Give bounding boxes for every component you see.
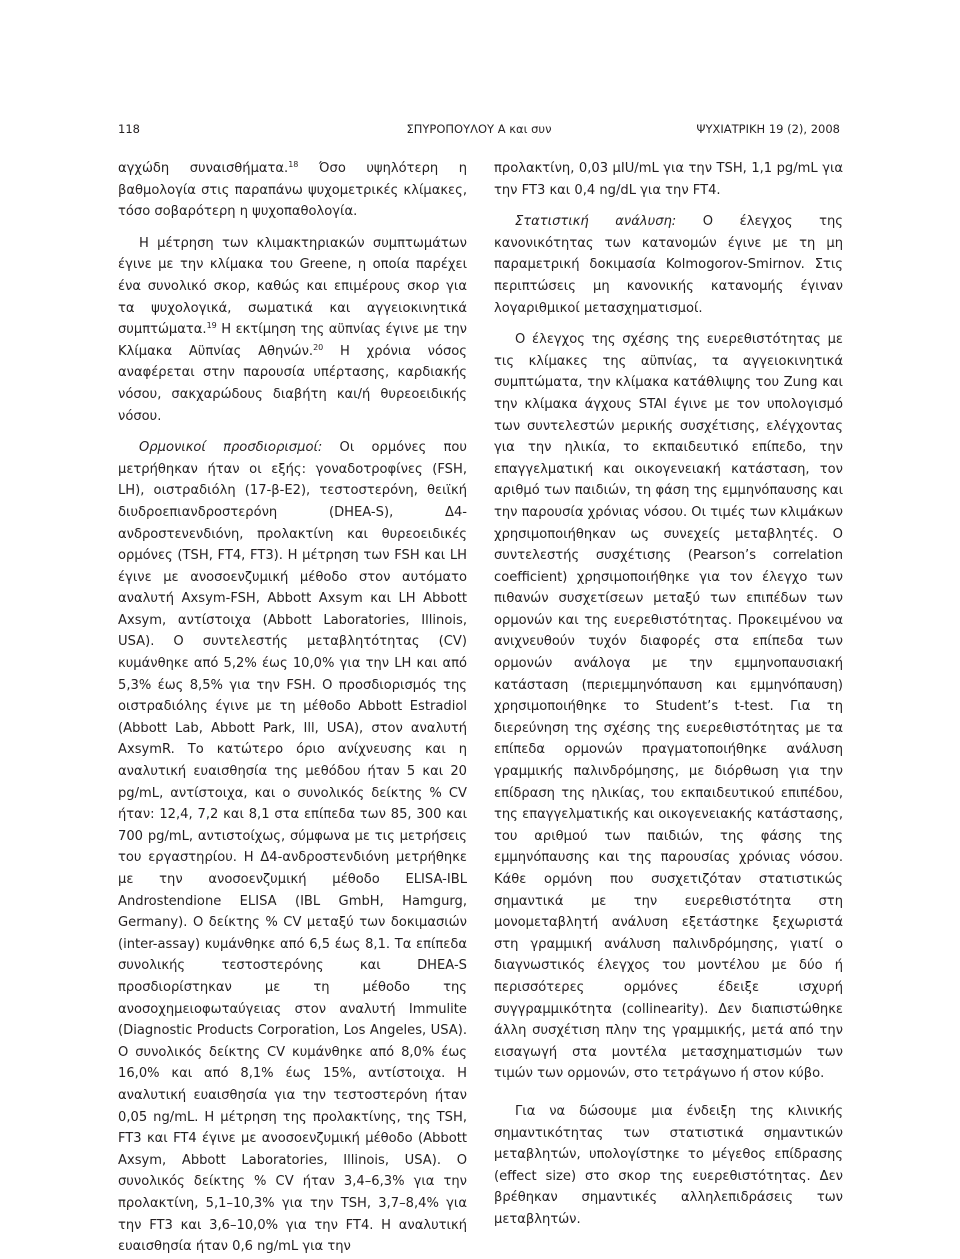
text-run: Η χρόνια νόσος αναφέρεται στην παρουσία υπέρτασης, καρδιακής νόσου, σακχαρώδους διαβήτη και/ή θυρεοειδικής νόσου. [118,343,467,424]
citation-ref: 18 [288,160,299,169]
paragraph: προλακτίνη, 0,03 μIU/mL για την TSH, 1,1 pg/mL για την FT3 και 0,4 ng/dL για την FT4. [494,161,843,198]
text-run: Ο έλεγχος της κανονικότητας των κατανομών έγινε με τη μη παραμετρική δοκιμασία Kolmogorov-Smirnov. Στις περιπτώσεις μη κανονικής κατανομής έγιναν λογαριθμικοί μετασχηματισμοί. [494,214,843,316]
paragraph [118,233,467,427]
left-column [118,158,467,1258]
paragraph [118,158,467,223]
text-run: Η εκτίμηση της αϋπνίας έγινε με την Κλίμακα Αϋπνίας Αθηνών. [118,322,467,359]
text-run: Όσο υψηλότερη η βαθμολογία στις παραπάνω ψυχομετρικές κλίμακες, τόσο σοβαρότερη η ψυχοπαθολογία. [118,161,467,220]
right-column [494,158,843,1231]
section-title: Στατιστική ανάλυση: [515,214,677,230]
paragraph [118,437,467,1258]
running-authors: ΣΠΥΡΟΠΟΥΛΟΥ Α και συν [406,122,552,136]
page-number: 118 [118,122,140,136]
citation-ref: 19 [206,321,217,331]
journal-citation: ΨΥΧΙΑΤΡΙΚΗ 19 (2), 2008 [696,122,840,136]
running-header [118,122,840,140]
paragraph: Για να δώσουμε μια ένδειξη της κλινικής σημαντικότητας των στατιστικά σημαντικών μεταβλητών, υπολογίστηκε το μέγεθος επίδρασης (effect size) στο σκορ της ευερεθιστότητας. Δεν βρέθηκαν σημαντικές αλληλεπιδράσεις των μεταβλητών. [494,1103,843,1227]
citation-ref: 20 [313,342,324,352]
paragraph: Ο έλεγχος της σχέσης της ευερεθιστότητας με τις κλίμακες της αϋπνίας, τα αγγειοκινητικά συμπτώματα, την κλίμακα κατάθλιψης του Zung και την κλίμακα άγχους STAI έγινε με τον υπολογισμό των συντελεστών μερικής συσχέτισης, ελέγχοντας για την ηλικία, το εκπαιδευτικό επίπεδο, την επαγγελματική και οικογενειακή κατάσταση, τον αριθμό των παιδιών, τη φάση της εμμηνόπαυσης και την παρουσία χρόνιας νόσου. Οι τιμές των κλιμάκων χρησιμοποιήθηκαν ως συνεχείς μεταβλητές. Ο συντελεστής συσχέτισης (Pearson’s correlation coefficient) χρησιμοποιήθηκε για τον έλεγχο των πιθανών συσχετίσεων μεταξύ των επιπέδων των ορμονών και της ευερεθιστότητας. Προκειμένου να ανιχνευθούν τυχόν διαφορές στα επίπεδα των ορμονών ανάλογα με την εμμηνοπαυσιακή κατάσταση (περιεμμηνόπαυση και εμμηνόπαυση) χρησιμοποιήθηκε το Student’s t-test. Για τη διερεύνηση της σχέσης της ευερεθιστότητας με τα επίπεδα ορμονών πραγματοποιήθηκε ανάλυση γραμμικής παλινδρόμησης, με διόρθωση για την επίδραση της ηλικίας, του εκπαιδευτικού επιπέδου, της επαγγελματικής και οικογενειακής κατάστασης, του αριθμού των παιδιών, της φάσης της εμμηνόπαυσης και της παρουσίας χρόνιας νόσου. Κάθε ορμόνη που συσχετιζόταν στατιστικώς σημαντικά με την ευερεθιστότητα στη μονομεταβλητή ανάλυση εξετάστηκε ξεχωριστά στη γραμμική ανάλυση παλινδρόμησης, γιατί ο διαγνωστικός έλεγχος του μοντέλου με δύο ή περισσότερες ορμόνες έδειξε ισχυρή συγγραμμικότητα (collinearity). Δεν διαπιστώθηκε άλλη συσχέτιση πλην της γραμμικής, μετά από την εισαγωγή στα μοντέλα μετασχηματισμών των τιμών των ορμονών, στο τετράγωνο ή στον κύβο. [494,332,843,1082]
text-run: Η μέτρηση των κλιμακτηριακών συμπτωμάτων έγινε με την κλίμακα του Greene, η οποία παρέχει ένα συνολικό σκορ, καθώς και επιμέρους σκορ για τα ψυχολογικά, σωματικά και αγγειοκινητικά συμπτώματα. [118,235,467,338]
paragraph [494,211,843,319]
text-run: αγχώδη συναισθήματα. [118,161,289,176]
section-title: Ορμονικοί προσδιορισμοί: [139,440,323,456]
text-run: Οι ορμόνες που μετρήθηκαν ήταν οι εξής: γοναδοτροφίνες (FSH, LH), οιστραδιόλη (17-β-Ε2), τεστοστερόνη, θειϊκή διυδροεπιανδροστερόνη (DHEA-S), Δ4-ανδροστενενδιόνη, προλακτίνη και θυρεοειδικές ορμόνες (TSH, FT4, FT3). Η μέτρηση των FSH και LH έγινε με ανοσοενζυμική μέθοδο στον αυτόματο αναλυτή Axsym-FSH, Abbott Axsym και LH Abbott Axsym, αντίστοιχα (Abbott Laboratories, Illinois, USA). Ο συντελεστής μεταβλητότητας (CV) κυμάνθηκε από 5,2% έως 10,0% για την LH και από 5,3% έως 8,5% για την FSH. Ο προσδιορισμός της οιστραδιόλης έγινε με τη μέθοδο Abbott Estradiol (Abbott Lab, Abbott Park, Ill, USA), στον αναλυτή AxsymR. Το κατώτερο όριο ανίχνευσης και η αναλυτική ευαισθησία της μεθόδου ήταν 5 και 20 pg/mL, αντίστοιχα, και ο συνολικός δείκτης % CV ήταν: 12,4, 7,2 και 8,1 στα επίπεδα των 85, 300 και 700 pg/mL, αντιστοίχως, σύμφωνα με τις μετρήσεις του εργαστηρίου. Η Δ4-ανδροστενδιόνη μετρήθηκε με την ανοσοενζυμική μέθοδο ELISA-IBL Androstendione ELISA (IBL GmbH, Hamgurg, Germany). Ο δείκτης % CV μεταξύ των δοκιμασιών (inter-assay) κυμάνθηκε από 6,5 έως 8,1. Τα επίπεδα συνολικής τεστοστερόνης και DHEA-S προσδιορίστηκαν με τη μέθοδο της ανοσοχημειοφωταύγειας στον αναλυτή Immulite (Diagnostic Products Corporation, Los Angeles, USA). Ο συνολικός δείκτης CV κυμάνθηκε από 8,0% έως 16,0% και από 8,1% έως 15%, αντίστοιχα. Η αναλυτική ευαισθησία για την τεστοστερόνη ήταν 0,05 ng/mL. Η μέτρηση της προλακτίνης, της TSH, FT3 και FT4 έγινε με ανοσοενζυμική μέθοδο (Abbott Axsym, Abbott Laboratories, Illinois, USA). Ο συνολικός δείκτης % CV ήταν 3,4–6,3% για την προλακτίνη, 5,1–10,3% για την TSH, 3,7–8,4% για την FT3 και 3,6–10,0% για την FT4. Η αναλυτική ευαισθησία ήταν 0,6 ng/mL για την [118,440,467,1255]
